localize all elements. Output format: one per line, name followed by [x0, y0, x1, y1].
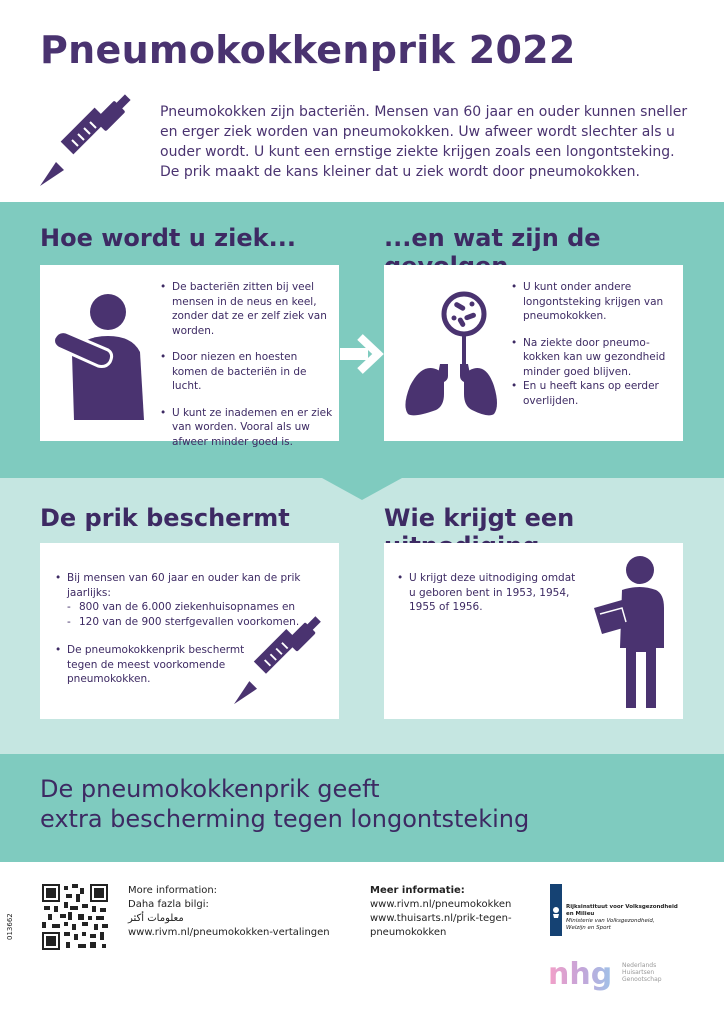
- more-info-line: Daha fazla bilgi:: [128, 899, 209, 910]
- rivm-text: [566, 904, 696, 932]
- list-item-text: Bij mensen van 60 jaar en ouder kan de prik jaarlijks:: [67, 572, 301, 599]
- meer-informatie: [370, 884, 512, 940]
- heading-uitnodiging: Wie krijgt een: [384, 504, 575, 532]
- conclusion-line: extra bescherming tegen longontsteking: [40, 805, 530, 833]
- person-reading-icon: [592, 552, 672, 712]
- qr-code[interactable]: [42, 884, 108, 950]
- rivm-line: en Milieu: [566, 911, 595, 917]
- more-info-line: More information:: [128, 885, 218, 896]
- nhg-line: Genootschap: [622, 976, 662, 983]
- more-info-line: معلومات أكثر: [128, 913, 184, 924]
- rivm-line: Ministerie van Volksgezondheid,: [566, 918, 655, 924]
- nhg-wordmark: nhg: [548, 957, 613, 992]
- list-item-text: En u heeft kans op eerder overlijden.: [523, 380, 659, 407]
- list-item: • U kunt ze inademen en er ziek van worden. Vooral als uw afweer minder goed is.: [160, 406, 335, 450]
- nhg-text: [622, 962, 662, 983]
- list-item: • Door niezen en hoesten komen de bacteriën in de lucht.: [160, 350, 335, 394]
- conclusion: [40, 774, 680, 834]
- nhg-line: Huisartsen: [622, 969, 655, 976]
- meer-info-label: Meer informatie:: [370, 885, 465, 896]
- coughing-person-icon: [52, 292, 152, 420]
- rivm-link[interactable]: www.rivm.nl/pneumokokken: [370, 899, 512, 910]
- syringe-icon: [38, 92, 138, 188]
- intro-text: Pneumokokken zijn bacteriën. Mensen van 60 jaar en ouder kunnen sneller en erger ziek worden van pneumokokken. Uw afweer wordt slechter als u ouder wordt. U kunt een ernstige ziekte krijgen zoals een longontsteking. De prik maakt de kans kleiner dat u ziek wordt door pneumokokken.: [160, 104, 688, 180]
- list-item: • De pneumokokkenprik beschermt tegen de meest voorkomende pneumokokken.: [55, 643, 267, 687]
- thuisarts-link[interactable]: www.thuisarts.nl/prik-tegen-: [370, 913, 512, 924]
- rivm-line: Rijksinstituut voor Volksgezondheid: [566, 904, 678, 910]
- heading-ziek: Hoe wordt u ziek...: [40, 224, 296, 252]
- list-ziek: [160, 280, 335, 461]
- nhg-line: Nederlands: [622, 962, 657, 969]
- heading-prik: De prik beschermt: [40, 504, 290, 532]
- list-item: • U krijgt deze uitnodiging omdat u geboren bent in 1953, 1954, 1955 of 1956.: [397, 571, 582, 615]
- syringe-icon: [232, 614, 328, 706]
- list-item: • Na ziekte door pneumo-kokken kan uw gezondheid minder goed blijven.: [511, 336, 676, 380]
- conclusion-line: De pneumokokkenprik geeft: [40, 775, 380, 803]
- page-title: Pneumokokkenprik 2022: [40, 28, 576, 72]
- heading-gevolgen: ...en wat zijn de: [384, 224, 601, 252]
- sub-item: - 800 van de 6.000 ziekenhuisopnames en: [67, 600, 335, 615]
- document-code: 013662: [6, 913, 14, 940]
- more-information: [128, 884, 330, 940]
- lungs-bacteria-icon: [402, 290, 498, 420]
- list-item: • De bacteriën zitten bij veel mensen in de neus en keel, zonder dat ze er zelf ziek van worden.: [160, 280, 335, 338]
- translations-link[interactable]: www.rivm.nl/pneumokokken-vertalingen: [128, 927, 330, 938]
- band-notch: [322, 478, 402, 500]
- list-uitnodiging: [397, 571, 582, 627]
- arrow-right-icon: [340, 331, 386, 377]
- thuisarts-link-continued[interactable]: pneumokokken: [370, 927, 447, 938]
- rivm-line: Welzijn en Sport: [566, 925, 611, 931]
- sub-item: - 120 van de 900 sterfgevallen voorkomen.: [67, 615, 335, 630]
- list-gevolgen: [511, 280, 676, 420]
- list-item-continuation: [511, 379, 676, 408]
- list-item: • U kunt onder andere longontsteking krijgen van pneumokokken.: [511, 280, 676, 324]
